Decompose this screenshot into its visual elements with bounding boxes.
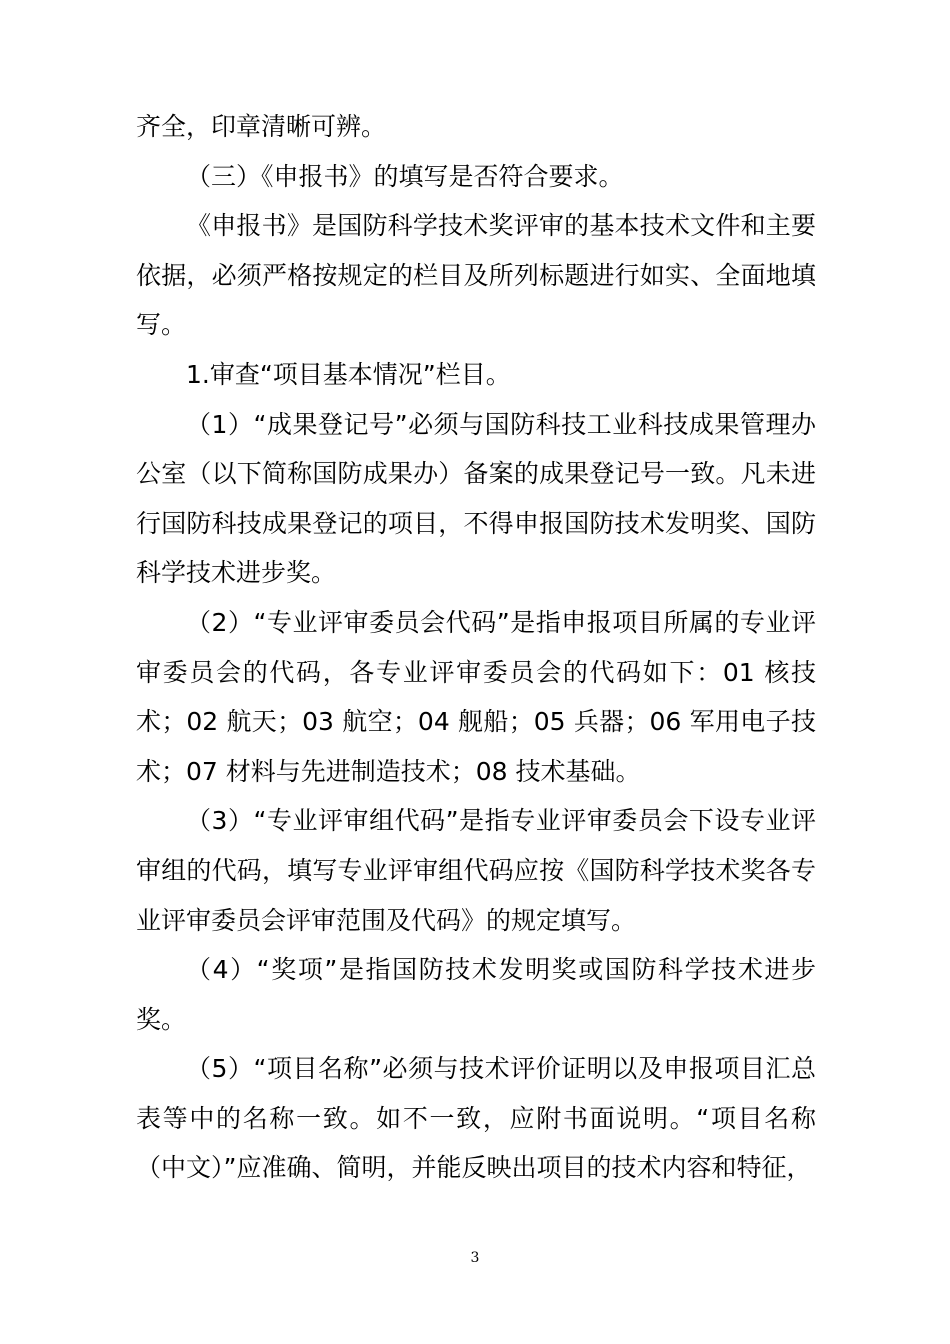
paragraph-5: （1）“成果登记号”必须与国防科技工业科技成果管理办公室（以下简称国防成果办）备案的成果登记号一致。凡未进行国防科技成果登记的项目，不得申报国防技术发明奖、国防科学技术进步奖。 (136, 409, 816, 588)
paragraph-9: （5）“项目名称”必须与技术评价证明以及申报项目汇总表等中的名称一致。如不一致，应附书面说明。“项目名称（中文）”应准确、简明，并能反映出项目的技术内容和特征， (136, 1054, 816, 1183)
paragraph-7: （3）“专业评审组代码”是指专业评审委员会下设专业评审组的代码，填写专业评审组代码应按《国防科学技术奖各专业评审委员会评审范围及代码》的规定填写。 (136, 806, 816, 935)
page-number: 3 (470, 1250, 480, 1266)
paragraph-4: 1.审查“项目基本情况”栏目。 (186, 359, 511, 389)
paragraph-3: 《申报书》是国防科学技术奖评审的基本技术文件和主要依据，必须严格按规定的栏目及所列标题进行如实、全面地填写。 (136, 211, 816, 340)
paragraph-8: （4）“奖项”是指国防技术发明奖或国防科学技术进步奖。 (136, 955, 816, 1034)
paragraph-1: 齐全，印章清晰可辨。 (136, 112, 387, 141)
body-text (136, 102, 816, 1193)
paragraph-2: （三）《申报书》的填写是否符合要求。 (186, 161, 624, 191)
paragraph-6: （2）“专业评审委员会代码”是指申报项目所属的专业评审委员会的代码，各专业评审委员会的代码如下：01 核技术；02 航天；03 航空；04 舰船；05 兵器；06 军用电子技术；07 材料与先进制造技术；08 技术基础。 (136, 607, 816, 786)
